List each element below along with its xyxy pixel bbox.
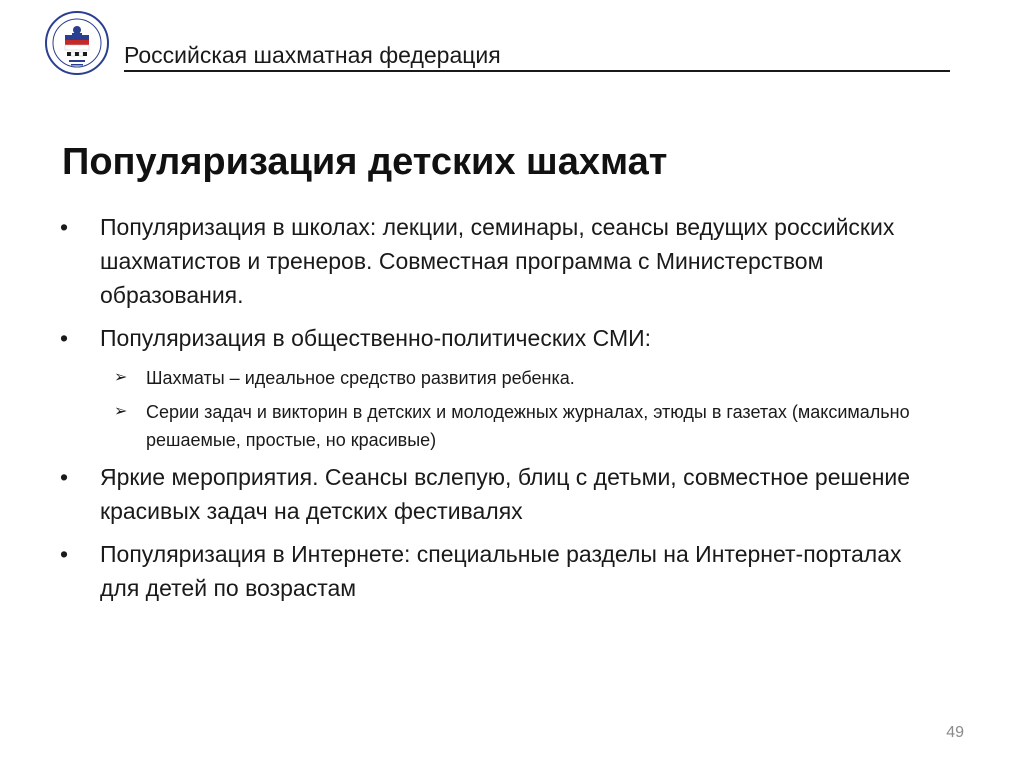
bullet-item (60, 210, 930, 312)
bullet-item (60, 537, 930, 605)
slide-content (60, 210, 930, 614)
bullet-text: Популяризация в школах: лекции, семинары, сеансы ведущих российских шахматистов и тренеров. Совместная программа с Министерством образования. (100, 214, 895, 308)
arrow-bullet-icon: ➢ (114, 403, 128, 420)
sub-bullet-item (60, 364, 930, 392)
sub-bullet-text: Шахматы – идеальное средство развития ребенка. (146, 368, 575, 388)
bullet-text: Популяризация в Интернете: специальные разделы на Интернет-порталах для детей по возрастам (100, 541, 902, 601)
sub-bullet-item (60, 398, 930, 454)
org-header (124, 40, 950, 72)
bullet-icon: • (60, 464, 69, 490)
arrow-bullet-icon: ➢ (114, 369, 128, 386)
rcf-emblem-logo (44, 10, 110, 76)
slide-title: Популяризация детских шахмат (62, 141, 668, 183)
org-name: Российская шахматная федерация (124, 42, 501, 68)
bullet-icon: • (60, 214, 69, 240)
bullet-icon: • (60, 541, 69, 567)
bullet-text: Яркие мероприятия. Сеансы вслепую, блиц с детьми, совместное решение красивых задач на детских фестивалях (100, 464, 911, 524)
sub-bullet-text: Серии задач и викторин в детских и молодежных журналах, этюды в газетах (максимально решаемые, простые, но красивые) (146, 402, 910, 450)
bullet-item (60, 321, 930, 355)
bullet-icon: • (60, 325, 69, 351)
page-number: 49 (946, 724, 964, 741)
bullet-text: Популяризация в общественно-политических СМИ: (100, 325, 652, 351)
bullet-item (60, 460, 930, 528)
